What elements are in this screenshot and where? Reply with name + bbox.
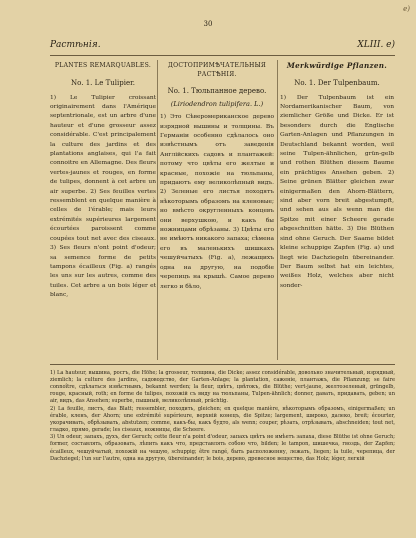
russian-title: ДОСТОПРИМѢЧАТЕЛЬНЫЯ РАСТѢНІЯ. [167, 62, 267, 78]
german-title: Merkwürdige Pflanzen. [286, 61, 388, 70]
header-right: XLIII. e) [357, 40, 395, 50]
footnotes [50, 370, 395, 463]
russian-column [160, 62, 274, 292]
russian-body: 1) Это Сѣверомериканское дерево изрядной вышины и толщины. Въ Германіи особенно сдѣлалось оно извѣстнымъ отъ заведенія Англійскихъ садовъ и плантажей: потому что цвѣты его желтые и красные, похожіе на тюльпаны, придаютъ ему великолѣпный видъ. 2) Зеленые его листья походятъ нѣкоторымъ образомъ на кленовые; но вмѣсто округленныхъ концевъ они верхушкою, и какъ бы ножницами обрѣзаны. 3) Цвѣты его не имѣютъ никакого запаха; сѣмена его въ маленькихъ шишкахъ чешуйчатыхъ (Fig. a), лежащихъ одна на другую, на подобіе черепицъ на крышѣ. Самое дерево легко и бѣло, [160, 114, 274, 290]
footnote-rule [50, 364, 395, 365]
german-body: 1) Der Tulpenbaum ist ein Nordamerikanischer Baum, von ziemlicher Größe und Dicke. Er ist besonders durch die Englische Garten-Anlagen und Pflanzungen in Deutschland bekannt worden, weil seine Tulpen-ähnlichen, grün-gelb und rothen Blüthen diesem Baume ein prächtiges Ansehen geben. 2) Seine grünen Blätter gleichen zwar einigermaßen den Ahorn-Blättern, sind aber vorn breit abgestumpft, und sehen aus als wenn man die Spitze mit einer Scheere gerade abgeschnitten hätte. 3) Die Blüthen sind ohne Geruch. Der Saame bildet kleine schuppige Zapfen (Fig. a) und liegt wie Dachziegeln übereinander. Der Baum selbst hat ein leichtes, weißes Holz, welches aber nicht sonder- [280, 94, 394, 289]
column-divider [157, 60, 158, 360]
russian-latin-name: (Liriodendron tulipifera. L.) [170, 100, 264, 109]
french-title: PLANTES REMARQUABLES. [54, 62, 152, 69]
header-left: Растѣнія. [50, 40, 101, 50]
russian-subtitle: No. 1. Тюльпанное дерево. [167, 87, 267, 96]
column-divider [277, 60, 278, 360]
french-body: 1) Le Tulipier croissant originairement dans l'Amérique septentrionale, est un arbre d'une hauteur et d'une grosseur assez considérable. C'est principalement la culture des jardins et des plantations anglaises, qui l'a fait connoitre en Allemagne. Des fleurs vertes-jaunes et rouges, en forme de tulipes, donnent à cet arbre un air superbe. 2) Ses feuilles vertes ressemblent en quelque manière à celles de l'érable; mais leurs extrémités supérieures largement écourtées paroissent comme coupées tout net avec des ciseaux. 3) Ses fleurs n'ont point d'odeur; sa semence forme de petits tampons écailleux (Fig. a) rangés les uns sur les autres, comme des tuiles. Cet arbre a un bois léger et blanc, [50, 94, 156, 299]
footnote: 3) Un odeur, запахъ, духъ, der Geruch; cette fleur n'a point d'odeur, запахъ цвѣтъ не имѣетъ запаха, diese Blüthe ist ohne Geruch; former, составлять, образовать, лѣпить какъ что, представлять собою что, bilden; le tampon, шишечка, гвоздь, der Zapfen; écailleux, чешуйчатый, похожій на чешую, schuppig; être rangé, быть расположенну, лежать, liegen; la tuile, черепица, der Dachziegel; l'un sur l'autre, одна на другую, übereinander; le bois, дерево, древесное вещество, das Holz; léger, легкій [50, 434, 395, 462]
footnote: 1) La hauteur, вышина, росгъ, die Höhe; la grosseur, толщина, die Dicke; assez considérable, довольно значительный, изрядный, ziemlich; la culture des jardins, садоводство, der Garten-Anlage; la plantation, саженіе, плантажъ, die Pflanzung; se faire connoître, сдѣлаться извѣстнымъ, bekannt werden; la fleur, цвѣтъ, цвѣтокъ, die Blüthe; vert-jaune, желтозеленый, grüngelb, rouge, красный, roth; en forme de tulipes, похожій съ виду на тюльпаны, Tulpen-ähnlich; donner, давать, придавать, geben; un air, видъ, das Ansehen; superbe, пышный, великолѣпный, prächtig. [50, 370, 395, 405]
running-header [50, 40, 395, 54]
header-rule [50, 55, 395, 56]
page-number: 30 [203, 20, 213, 28]
corner-mark: e) [403, 5, 410, 13]
german-column [280, 62, 394, 291]
german-subtitle: No. 1. Der Tulpenbaum. [294, 78, 380, 87]
french-subtitle: No. 1. Le Tulipier. [71, 78, 135, 87]
footnote: 2) La feuille, листъ, das Blatt; ressembler, походить, gleichen; en quelque manière, нѣкоторымъ образомъ, einigermaßen; un érable, кленъ, der Ahorn; une extrémité supérieure, верхній конецъ, die Spitze; largement, широко, далеко, breit; écourter, укорачивать, обрѣзывать, abstutzen; comme, какъ-бы, какъ будто, als wenn; couper, рѣзать, отрѣзывать, abschneiden; tout net, гладко, прямо, gerade; les ciseaux, ножницы, die Scheere. [50, 405, 395, 433]
french-column [50, 62, 156, 301]
